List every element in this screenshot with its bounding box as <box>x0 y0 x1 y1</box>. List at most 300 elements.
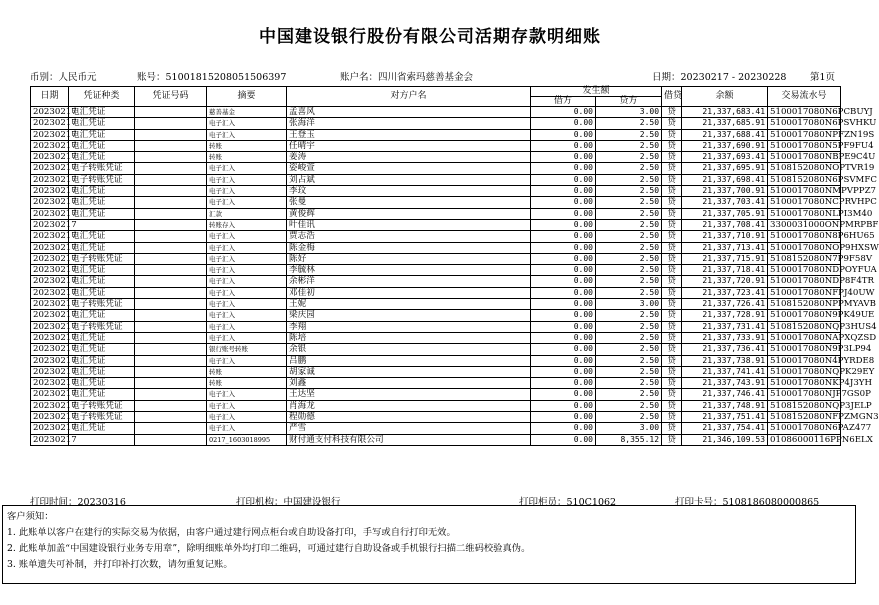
cell-voucher-type: 电汇凭证 <box>69 186 135 197</box>
cell-balance: 21,337,738.91 <box>682 355 768 366</box>
table-row <box>31 186 841 197</box>
cell-balance: 21,337,705.91 <box>682 208 768 219</box>
table-row <box>31 118 841 129</box>
cell-voucher-no <box>135 265 207 276</box>
cell-debit: 0.00 <box>531 412 596 423</box>
note-item: 1. 此账单以客户在建行的实际交易为依据，由客户通过建行网点柜台或自助设备打印，手写或自行打印无效。 <box>7 527 456 538</box>
cell-dc: 贷 <box>662 174 682 185</box>
cell-voucher-no <box>135 118 207 129</box>
note-item: 3. 账单遗失可补制，并打印补打次数，请勿重复记账。 <box>7 559 233 570</box>
cell-voucher-type: 电子转账凭证 <box>69 299 135 310</box>
cell-summary: 银行账号转账 <box>207 344 287 355</box>
cell-debit: 0.00 <box>531 423 596 434</box>
cell-voucher-type: 电汇凭证 <box>69 129 135 140</box>
cell-dc: 贷 <box>662 310 682 321</box>
cell-serial: 5100017080NFPJ40UW <box>768 287 841 298</box>
cell-date: 20230217 <box>31 152 69 163</box>
cell-date: 20230217 <box>31 140 69 151</box>
date-range-value: 20230217 - 20230228 <box>680 72 787 83</box>
account-name-field <box>340 69 473 83</box>
cell-balance: 21,346,109.53 <box>682 434 768 445</box>
table-row <box>31 231 841 242</box>
cell-summary: 电子汇入 <box>207 265 287 276</box>
cell-balance: 21,337,736.41 <box>682 344 768 355</box>
cell-credit: 2.50 <box>596 219 662 230</box>
cell-serial: 5100017080N6PAZ477 <box>768 423 841 434</box>
table-row <box>31 332 841 343</box>
ledger-body <box>31 107 879 446</box>
cell-credit: 2.50 <box>596 265 662 276</box>
cell-summary: 电子汇入 <box>207 129 287 140</box>
cell-counterparty: 陈培 <box>287 332 531 343</box>
cell-summary: 电子汇入 <box>207 310 287 321</box>
cell-voucher-no <box>135 344 207 355</box>
cell-dc: 贷 <box>662 197 682 208</box>
cell-voucher-type: 电汇凭证 <box>69 242 135 253</box>
cell-serial: 5100017080N5PF9FU4 <box>768 140 841 151</box>
cell-serial: 5108152080NOPTVR19 <box>768 163 841 174</box>
cell-serial: 5100017080NLPI3M40 <box>768 208 841 219</box>
cell-date: 20230217 <box>31 197 69 208</box>
cell-serial: 5108152080NQP3JELP <box>768 400 841 411</box>
cell-debit: 0.00 <box>531 107 596 118</box>
date-range-field <box>652 69 786 83</box>
cell-summary: 慈善基金 <box>207 107 287 118</box>
print-org-value: 中国建设银行 <box>283 497 341 508</box>
cell-serial: 5100017080N9P3LP94 <box>768 344 841 355</box>
cell-date: 20230217 <box>31 355 69 366</box>
cell-debit: 0.00 <box>531 174 596 185</box>
cell-counterparty: 余银 <box>287 344 531 355</box>
cell-balance: 21,337,731.41 <box>682 321 768 332</box>
cell-voucher-no <box>135 208 207 219</box>
cell-counterparty: 梁庆园 <box>287 310 531 321</box>
cell-serial: 5100017080NMPVPPZ7 <box>768 186 841 197</box>
cell-debit: 0.00 <box>531 299 596 310</box>
cell-counterparty: 肖海龙 <box>287 400 531 411</box>
cell-voucher-no <box>135 174 207 185</box>
cell-dc: 贷 <box>662 242 682 253</box>
cell-summary: 电子汇入 <box>207 231 287 242</box>
cell-balance: 21,337,708.41 <box>682 219 768 230</box>
cell-voucher-no <box>135 242 207 253</box>
cell-credit: 2.50 <box>596 332 662 343</box>
cell-counterparty: 黄俊辉 <box>287 208 531 219</box>
cell-balance: 21,337,723.41 <box>682 287 768 298</box>
cell-summary: 电子汇入 <box>207 186 287 197</box>
cell-counterparty: 陈金梅 <box>287 242 531 253</box>
cell-summary: 电子汇入 <box>207 332 287 343</box>
cell-voucher-type: 电汇凭证 <box>69 118 135 129</box>
cell-serial: 5100017080NPFZN19S <box>768 129 841 140</box>
cell-counterparty: 张海洋 <box>287 118 531 129</box>
cell-date: 20230217 <box>31 389 69 400</box>
cell-counterparty: 贾志浩 <box>287 231 531 242</box>
table-row <box>31 287 841 298</box>
cell-voucher-type: 电汇凭证 <box>69 287 135 298</box>
cell-date: 20230217 <box>31 174 69 185</box>
cell-voucher-type: 电汇凭证 <box>69 140 135 151</box>
table-row <box>31 152 841 163</box>
header-debit: 借方 <box>531 97 596 107</box>
cell-serial: 5100017080NOP9HXSW <box>768 242 841 253</box>
cell-voucher-no <box>135 276 207 287</box>
cell-balance: 21,337,748.91 <box>682 400 768 411</box>
cell-summary: 转账 <box>207 378 287 389</box>
cell-summary: 电子汇入 <box>207 253 287 264</box>
print-date-value: 20230316 <box>77 497 126 508</box>
cell-debit: 0.00 <box>531 389 596 400</box>
cell-balance: 21,337,746.41 <box>682 389 768 400</box>
cell-debit: 0.00 <box>531 332 596 343</box>
cell-balance: 21,337,698.41 <box>682 174 768 185</box>
cell-voucher-type: 电汇凭证 <box>69 366 135 377</box>
cell-counterparty: 王达坚 <box>287 389 531 400</box>
header-dc: 借贷 <box>662 87 682 107</box>
account-label: 账号： <box>137 72 166 83</box>
cell-debit: 0.00 <box>531 140 596 151</box>
cell-credit: 2.50 <box>596 366 662 377</box>
cell-voucher-no <box>135 389 207 400</box>
cell-voucher-no <box>135 231 207 242</box>
cell-serial: 5100017080N6PCBUYJ <box>768 107 841 118</box>
cell-counterparty: 吕鹏 <box>287 355 531 366</box>
cell-serial: 01086000116PPN6ELX <box>768 434 841 445</box>
cell-credit: 2.50 <box>596 287 662 298</box>
cell-serial: 5100017080NDPOYFUA <box>768 265 841 276</box>
cell-summary: 电子汇入 <box>207 389 287 400</box>
cell-summary: 电子汇入 <box>207 299 287 310</box>
cell-credit: 2.50 <box>596 321 662 332</box>
cell-summary: 电子汇入 <box>207 287 287 298</box>
header-credit: 贷方 <box>596 97 662 107</box>
cell-credit: 2.50 <box>596 174 662 185</box>
cell-debit: 0.00 <box>531 287 596 298</box>
currency-field <box>30 69 97 83</box>
cell-dc: 贷 <box>662 231 682 242</box>
cell-summary: 电子汇入 <box>207 197 287 208</box>
cell-dc: 贷 <box>662 332 682 343</box>
cell-date: 20230217 <box>31 434 69 445</box>
cell-voucher-no <box>135 299 207 310</box>
cell-dc: 贷 <box>662 152 682 163</box>
cell-debit: 0.00 <box>531 276 596 287</box>
cell-voucher-type: 电汇凭证 <box>69 197 135 208</box>
cell-debit: 0.00 <box>531 152 596 163</box>
cell-counterparty: 王妮 <box>287 299 531 310</box>
cell-balance: 21,337,713.41 <box>682 242 768 253</box>
cell-dc: 贷 <box>662 107 682 118</box>
cell-voucher-no <box>135 321 207 332</box>
cell-dc: 贷 <box>662 287 682 298</box>
cell-voucher-type: 电汇凭证 <box>69 107 135 118</box>
cell-serial: 5100017080N4PYRDE8 <box>768 355 841 366</box>
cell-debit: 0.00 <box>531 242 596 253</box>
table-row <box>31 174 841 185</box>
cell-voucher-no <box>135 107 207 118</box>
cell-date: 20230217 <box>31 163 69 174</box>
cell-summary: 电子汇入 <box>207 321 287 332</box>
cell-dc: 贷 <box>662 423 682 434</box>
cell-dc: 贷 <box>662 355 682 366</box>
header-amount: 发生额 <box>531 87 662 97</box>
cell-debit: 0.00 <box>531 219 596 230</box>
cell-debit: 0.00 <box>531 344 596 355</box>
cell-dc: 贷 <box>662 208 682 219</box>
account-name-value: 四川省索玛慈善基金会 <box>378 72 474 83</box>
cell-credit: 2.50 <box>596 389 662 400</box>
cell-credit: 2.50 <box>596 355 662 366</box>
cell-date: 20230217 <box>31 378 69 389</box>
cell-summary: 电子汇入 <box>207 118 287 129</box>
cell-counterparty: 邓佳初 <box>287 287 531 298</box>
cell-credit: 2.50 <box>596 400 662 411</box>
cell-summary: 转账 <box>207 140 287 151</box>
header-row <box>31 87 841 97</box>
cell-credit: 2.50 <box>596 253 662 264</box>
cell-debit: 0.00 <box>531 400 596 411</box>
header-counterparty: 对方户名 <box>287 87 531 107</box>
cell-credit: 2.50 <box>596 152 662 163</box>
cell-dc: 贷 <box>662 389 682 400</box>
page-number: 第1页 <box>810 72 836 83</box>
cell-serial: 5100017080N6PSVHKU <box>768 118 841 129</box>
cell-voucher-type: 电汇凭证 <box>69 355 135 366</box>
cell-dc: 贷 <box>662 118 682 129</box>
table-row <box>31 253 841 264</box>
cell-date: 20230217 <box>31 332 69 343</box>
cell-voucher-type <box>69 219 135 230</box>
table-row <box>31 423 841 434</box>
print-counter-label: 打印柜员： <box>519 497 567 508</box>
cell-date: 20230217 <box>31 276 69 287</box>
cell-credit: 2.50 <box>596 378 662 389</box>
cell-voucher-type <box>69 434 135 445</box>
cell-date: 20230217 <box>31 310 69 321</box>
cell-voucher-type: 电子转账凭证 <box>69 321 135 332</box>
cell-credit: 2.50 <box>596 344 662 355</box>
cell-debit: 0.00 <box>531 321 596 332</box>
cell-voucher-type: 电汇凭证 <box>69 208 135 219</box>
cell-credit: 2.50 <box>596 276 662 287</box>
cell-voucher-no <box>135 412 207 423</box>
account-field <box>137 69 286 83</box>
cell-serial: 5100017080NQPK29EY <box>768 366 841 377</box>
cell-date: 20230217 <box>31 118 69 129</box>
cell-dc: 贷 <box>662 366 682 377</box>
cell-debit: 0.00 <box>531 366 596 377</box>
cell-credit: 2.50 <box>596 242 662 253</box>
document-title: 中国建设银行股份有限公司活期存款明细账 <box>259 27 601 47</box>
table-row <box>31 129 841 140</box>
table-row <box>31 412 841 423</box>
cell-date: 20230217 <box>31 287 69 298</box>
cell-counterparty: 姜涛 <box>287 152 531 163</box>
cell-voucher-no <box>135 287 207 298</box>
table-row <box>31 219 841 230</box>
table-row <box>31 140 841 151</box>
cell-voucher-no <box>135 129 207 140</box>
cell-counterparty: 余彬洋 <box>287 276 531 287</box>
cell-dc: 贷 <box>662 299 682 310</box>
table-row <box>31 310 841 321</box>
cell-dc: 贷 <box>662 186 682 197</box>
cell-debit: 0.00 <box>531 310 596 321</box>
cell-counterparty: 程勋德 <box>287 412 531 423</box>
cell-serial: 5100017080NDP8F4TR <box>768 276 841 287</box>
cell-dc: 贷 <box>662 253 682 264</box>
table-row <box>31 321 841 332</box>
cell-voucher-no <box>135 152 207 163</box>
cell-summary: 电子汇入 <box>207 423 287 434</box>
cell-voucher-type: 电汇凭证 <box>69 231 135 242</box>
cell-voucher-type: 电汇凭证 <box>69 332 135 343</box>
cell-credit: 2.50 <box>596 412 662 423</box>
table-row <box>31 434 841 445</box>
cell-serial: 5108152080NFPZMGN3 <box>768 412 841 423</box>
cell-balance: 21,337,693.41 <box>682 152 768 163</box>
cell-voucher-no <box>135 400 207 411</box>
cell-voucher-no <box>135 366 207 377</box>
cell-voucher-no <box>135 197 207 208</box>
cell-date: 20230217 <box>31 265 69 276</box>
cell-date: 20230217 <box>31 344 69 355</box>
cell-debit: 0.00 <box>531 118 596 129</box>
cell-serial: 5100017080NBPE9C4U <box>768 152 841 163</box>
cell-summary: 电子汇入 <box>207 412 287 423</box>
cell-date: 20230217 <box>31 231 69 242</box>
cell-debit: 0.00 <box>531 253 596 264</box>
print-counter-value: 510C1062 <box>566 497 617 508</box>
cell-date: 20230217 <box>31 412 69 423</box>
table-row <box>31 400 841 411</box>
cell-voucher-no <box>135 423 207 434</box>
cell-balance: 21,337,726.41 <box>682 299 768 310</box>
cell-date: 20230217 <box>31 423 69 434</box>
table-row <box>31 197 841 208</box>
cell-voucher-no <box>135 310 207 321</box>
cell-balance: 21,337,751.41 <box>682 412 768 423</box>
cell-voucher-type: 电汇凭证 <box>69 344 135 355</box>
cell-voucher-type: 电汇凭证 <box>69 152 135 163</box>
table-row <box>31 107 841 118</box>
cell-credit: 2.50 <box>596 186 662 197</box>
cell-credit: 8,355.12 <box>596 434 662 445</box>
cell-serial: 5108152080NQP3HUS4 <box>768 321 841 332</box>
cell-voucher-type: 电子转账凭证 <box>69 253 135 264</box>
cell-serial: 5100017080N8P6HU65 <box>768 231 841 242</box>
cell-dc: 贷 <box>662 276 682 287</box>
customer-notes-box <box>2 505 856 584</box>
cell-counterparty: 严雪 <box>287 423 531 434</box>
cell-date: 20230217 <box>31 400 69 411</box>
cell-voucher-type: 电汇凭证 <box>69 276 135 287</box>
cell-date: 20230217 <box>31 366 69 377</box>
cell-debit: 0.00 <box>531 378 596 389</box>
print-card-value: 5108186080000865 <box>722 497 820 508</box>
cell-dc: 贷 <box>662 344 682 355</box>
table-row <box>31 163 841 174</box>
header-serial: 交易流水号 <box>768 87 841 107</box>
cell-voucher-no <box>135 186 207 197</box>
cell-counterparty: 姿峻萱 <box>287 163 531 174</box>
cell-serial: 5100017080N9PK49UE <box>768 310 841 321</box>
cell-voucher-no <box>135 434 207 445</box>
cell-credit: 2.50 <box>596 118 662 129</box>
cell-balance: 21,337,720.91 <box>682 276 768 287</box>
table-row <box>31 355 841 366</box>
cell-credit: 3.00 <box>596 423 662 434</box>
cell-balance: 21,337,715.91 <box>682 253 768 264</box>
cell-debit: 0.00 <box>531 163 596 174</box>
cell-dc: 贷 <box>662 378 682 389</box>
cell-voucher-no <box>135 140 207 151</box>
account-value: 51001815208051506397 <box>165 72 287 83</box>
cell-credit: 3.00 <box>596 107 662 118</box>
table-row <box>31 208 841 219</box>
header-voucher-no: 凭证号码 <box>135 87 207 107</box>
cell-summary: 转账存入 <box>207 219 287 230</box>
cell-voucher-no <box>135 332 207 343</box>
cell-voucher-type: 电汇凭证 <box>69 310 135 321</box>
cell-dc: 贷 <box>662 163 682 174</box>
cell-counterparty: 刘占斌 <box>287 174 531 185</box>
print-date-label: 打印时间： <box>30 497 78 508</box>
cell-credit: 2.50 <box>596 140 662 151</box>
cell-voucher-type: 电子转账凭证 <box>69 174 135 185</box>
cell-counterparty: 任晴宇 <box>287 140 531 151</box>
cell-debit: 0.00 <box>531 434 596 445</box>
cell-credit: 2.50 <box>596 310 662 321</box>
header-balance: 余额 <box>682 87 768 107</box>
cell-counterparty: 孟喜风 <box>287 107 531 118</box>
cell-serial: 5100017080NAPXQZSD <box>768 332 841 343</box>
cell-voucher-type: 电子转账凭证 <box>69 163 135 174</box>
cell-balance: 21,337,718.41 <box>682 265 768 276</box>
cell-voucher-no <box>135 219 207 230</box>
cell-date: 20230217 <box>31 219 69 230</box>
cell-date: 20230217 <box>31 107 69 118</box>
cell-summary: 0217_1603018995 <box>207 434 287 445</box>
cell-counterparty: 胡家诚 <box>287 366 531 377</box>
cell-counterparty: 财付通支付科技有限公司 <box>287 434 531 445</box>
cell-voucher-no <box>135 253 207 264</box>
cell-summary: 转账 <box>207 366 287 377</box>
cell-balance: 21,337,728.91 <box>682 310 768 321</box>
cell-serial: 5100017080NCPRVHPC <box>768 197 841 208</box>
cell-date: 20230217 <box>31 129 69 140</box>
cell-balance: 21,337,743.91 <box>682 378 768 389</box>
cell-voucher-type: 电子转账凭证 <box>69 400 135 411</box>
account-name-label: 账户名： <box>340 72 379 83</box>
cell-credit: 2.50 <box>596 163 662 174</box>
cell-credit: 2.50 <box>596 129 662 140</box>
cell-voucher-type: 电汇凭证 <box>69 389 135 400</box>
cell-counterparty: 张曼 <box>287 197 531 208</box>
cell-dc: 贷 <box>662 400 682 411</box>
cell-counterparty: 叶佳讯 <box>287 219 531 230</box>
cell-balance: 21,337,688.41 <box>682 129 768 140</box>
cell-summary: 电子汇入 <box>207 276 287 287</box>
cell-voucher-type: 电汇凭证 <box>69 378 135 389</box>
table-row <box>31 366 841 377</box>
cell-credit: 2.50 <box>596 197 662 208</box>
cell-summary: 电子汇入 <box>207 355 287 366</box>
table-row <box>31 276 841 287</box>
cell-balance: 21,337,710.91 <box>682 231 768 242</box>
cell-balance: 21,337,754.41 <box>682 423 768 434</box>
currency-label: 币别： <box>30 72 59 83</box>
